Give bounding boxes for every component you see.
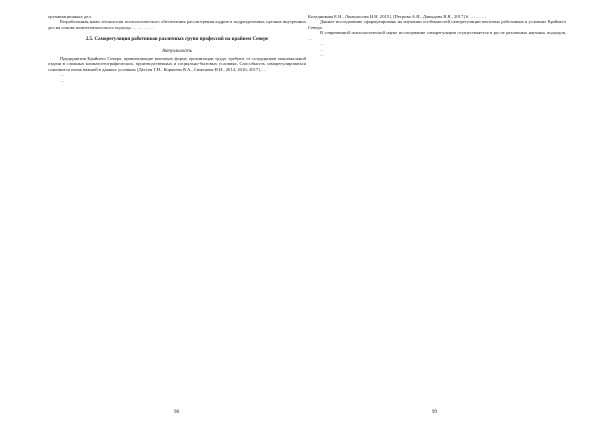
intro-paragraph-1: Коледникова Е.Н., Ломоносова Н.Н. 2015], [Петрова А.И., Давыдова В.Я., 2017] 6. … … … bbox=[308, 14, 487, 19]
body-paragraph-1: Предприятия Крайнего Севера, привлекающие вахтовую форму организации труда, требуют от сотрудников максимальной отдачи в сложных климатогеографических, производственных и социально-бытовых условиях. Способность саморегулироваться становится очень важной в данных условиях [Деттен Г.Н., Корнеева Я.А., Симонова Н.Н., 2014; 2016; 2017]. … bbox=[48, 55, 306, 72]
body-paragraph-2: В современной психологической науке исследование саморегуляции осуществляется в русле различных научных подходов, … bbox=[308, 30, 566, 41]
page-number-right: 99 bbox=[432, 410, 437, 415]
body-paragraph-2: … bbox=[60, 72, 65, 78]
right-page-column bbox=[308, 14, 566, 414]
section-heading: 2.5. Саморегуляция работников различных групп профессий на крайнем Севере bbox=[85, 37, 269, 43]
page-number-left: 98 bbox=[174, 410, 179, 415]
body-paragraph-1: Данное исследование сформулировано на изучении особенностей саморегуляции вахтовых работников в условиях Крайнего Севера. bbox=[308, 19, 566, 30]
section-subheading: Актуальность bbox=[162, 49, 192, 55]
intro-paragraph-1: организационных дел. bbox=[48, 14, 92, 19]
left-page-column bbox=[48, 14, 306, 414]
intro-paragraph-2: Разработанная нами технология психологического обеспечения рассмотрения кадров в подразделениях органов внутренних дел на основе компетентностного подхода … … … … bbox=[48, 19, 306, 30]
body-paragraph-5: … bbox=[320, 52, 325, 58]
body-paragraph-4: … bbox=[320, 46, 325, 52]
body-paragraph-3: … bbox=[60, 77, 65, 83]
body-paragraph-3: … bbox=[320, 41, 325, 47]
